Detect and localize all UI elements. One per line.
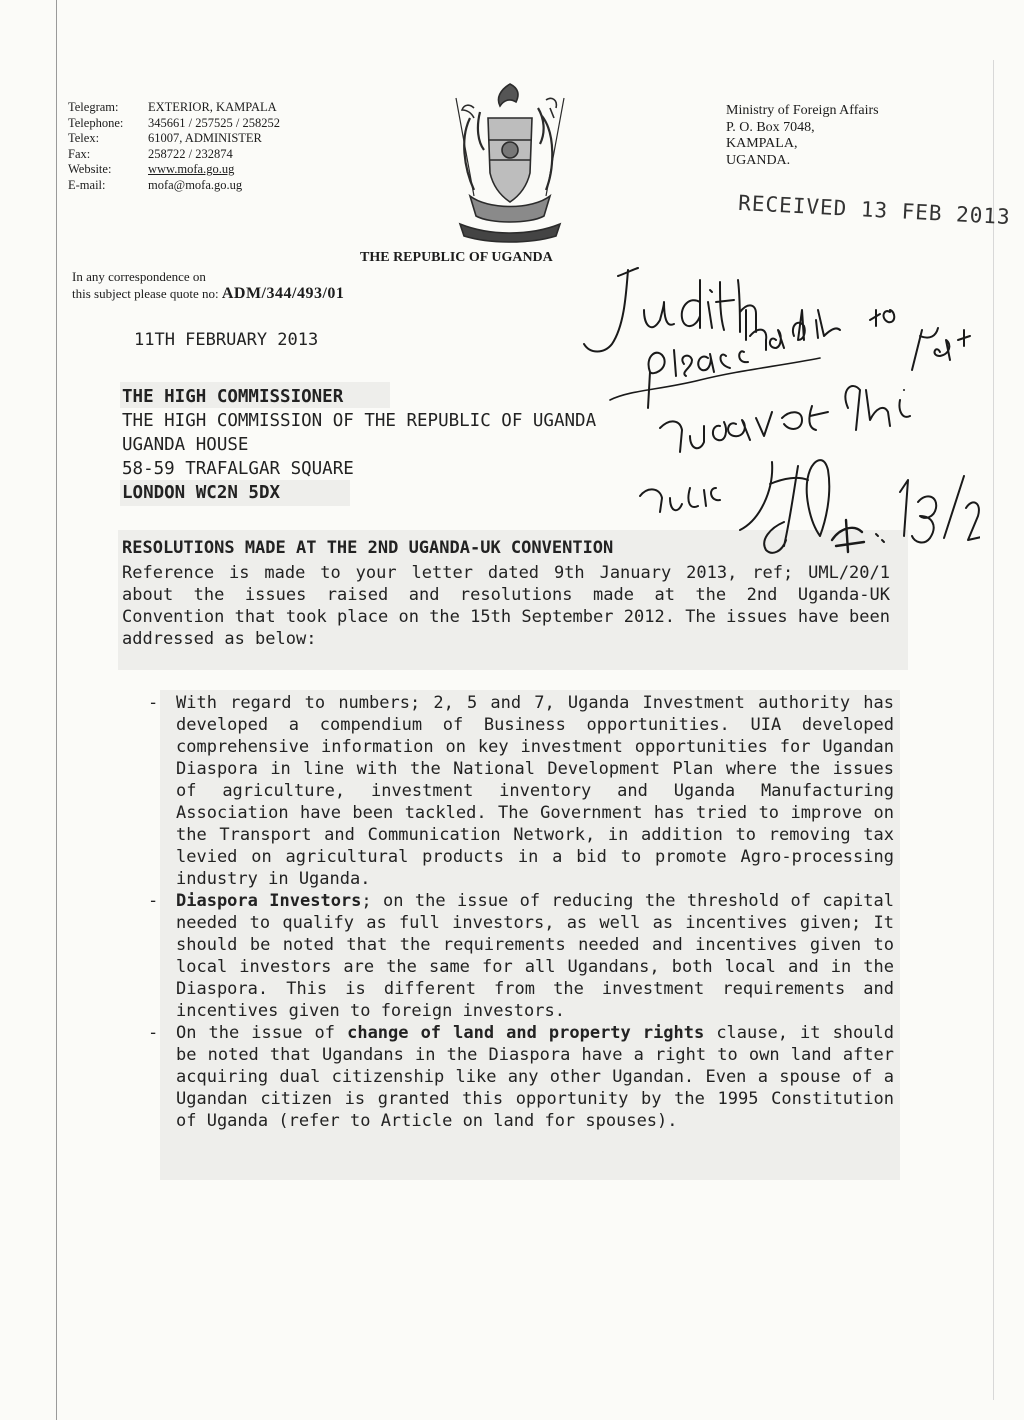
reference-note-line: In any correspondence on [72,269,206,284]
contact-value: mofa@mofa.go.ug [148,177,243,192]
list-item [148,692,894,890]
contact-row [68,116,280,132]
republic-heading: THE REPUBLIC OF UGANDA [360,250,553,265]
ministry-address [726,103,879,169]
handwritten-note-icon [540,240,980,580]
coat-of-arms-icon [430,78,590,248]
list-item-text: On the issue of [176,1023,348,1043]
list-item-text: With regard to numbers; 2, 5 and 7, Uganda Investment authority has developed a compendium of Business opportunities. UIA developed comprehensive information on key investment opportunities for Ugandan Diaspora in line with the National Development Plan where the issues of agriculture, investment inventory and Uganda Manufacturing Association have been tackled. The Government has tried to improve on the Transport and Communication Network, in addition to removing tax levied on agricultural products in a bid to promote Agro-processing industry in Uganda. [176,693,894,889]
list-item-text: clause, it should be noted that Ugandans in the Diaspora have a right to own land after acquiring dual citizenship like any other Ugandan. Even a spouse of a Ugandan citizen is granted this opportunity by the 1995 Constitution of Uganda (refer to Article on land for spouses). [176,1023,894,1131]
list-item-text: ; on the issue of reducing the threshold of capital needed to qualify as full investors, as well as incentives given; It should be noted that the requirements needed and incentives given to local investors are the same for all Ugandans, both local and in the Diaspora. This is different from the investment requirements and incentives given to foreign investors. [176,891,894,1021]
addressee-line: THE HIGH COMMISSION OF THE REPUBLIC OF UGANDA [122,411,597,431]
subject-line: RESOLUTIONS MADE AT THE 2ND UGANDA-UK CONVENTION [122,538,614,558]
reference-note-line [72,285,344,302]
contact-value: EXTERIOR, KAMPALA [148,100,277,114]
bullet-dash: - [148,693,159,713]
contact-label: Fax: [68,146,91,161]
page-edge-right [993,60,994,1400]
contact-row [68,178,280,194]
list-item-bold: change of land and property rights [347,1023,705,1043]
addressee-line: 58-59 TRAFALGAR SQUARE [122,459,354,479]
contact-label: E-mail: [68,177,106,192]
bullet-dash: - [148,1023,159,1043]
list-item [148,1022,894,1132]
contact-row [68,131,280,147]
intro-paragraph: Reference is made to your letter dated 9th January 2013, ref; UML/20/1 about the issues raised and resolutions made at the 2nd Uganda-UK Convention that took place on the 15th September 2012. The issues have been addressed as below: [122,563,890,649]
addressee-title: THE HIGH COMMISSIONER [122,387,344,407]
reference-note [72,268,344,302]
list-item-lead: Diaspora Investors [176,891,362,911]
contact-block [68,100,280,193]
ministry-line: UGANDA. [726,152,791,168]
ministry-line: KAMPALA, [726,136,798,151]
bullet-dash: - [148,891,159,911]
letter-date: 11TH FEBRUARY 2013 [134,330,319,350]
reference-number: ADM/344/493/01 [221,285,345,302]
bullet-list [148,692,894,1132]
contact-value: www.mofa.go.ug [148,162,235,176]
received-stamp: RECEIVED 13 FEB 2013 [737,190,1012,230]
contact-label: Telephone: [68,115,124,130]
contact-value: 61007, ADMINISTER [148,131,262,145]
contact-label: Website: [68,162,112,176]
addressee-block [122,385,596,505]
contact-label: Telex: [68,131,100,145]
ministry-line: Ministry of Foreign Affairs [726,103,879,118]
page-edge [56,0,57,1420]
list-item [148,890,894,1022]
contact-row [68,100,280,116]
addressee-city: LONDON WC2N 5DX [122,483,281,503]
ministry-line: P. O. Box 7048, [726,119,815,135]
addressee-line: UGANDA HOUSE [122,435,249,455]
reference-note-text: this subject please quote no: [72,286,219,301]
contact-value: 345661 / 257525 / 258252 [148,115,280,130]
contact-row [68,147,280,163]
contact-label: Telegram: [68,100,119,114]
contact-value: 258722 / 232874 [148,146,233,161]
contact-row [68,162,280,178]
